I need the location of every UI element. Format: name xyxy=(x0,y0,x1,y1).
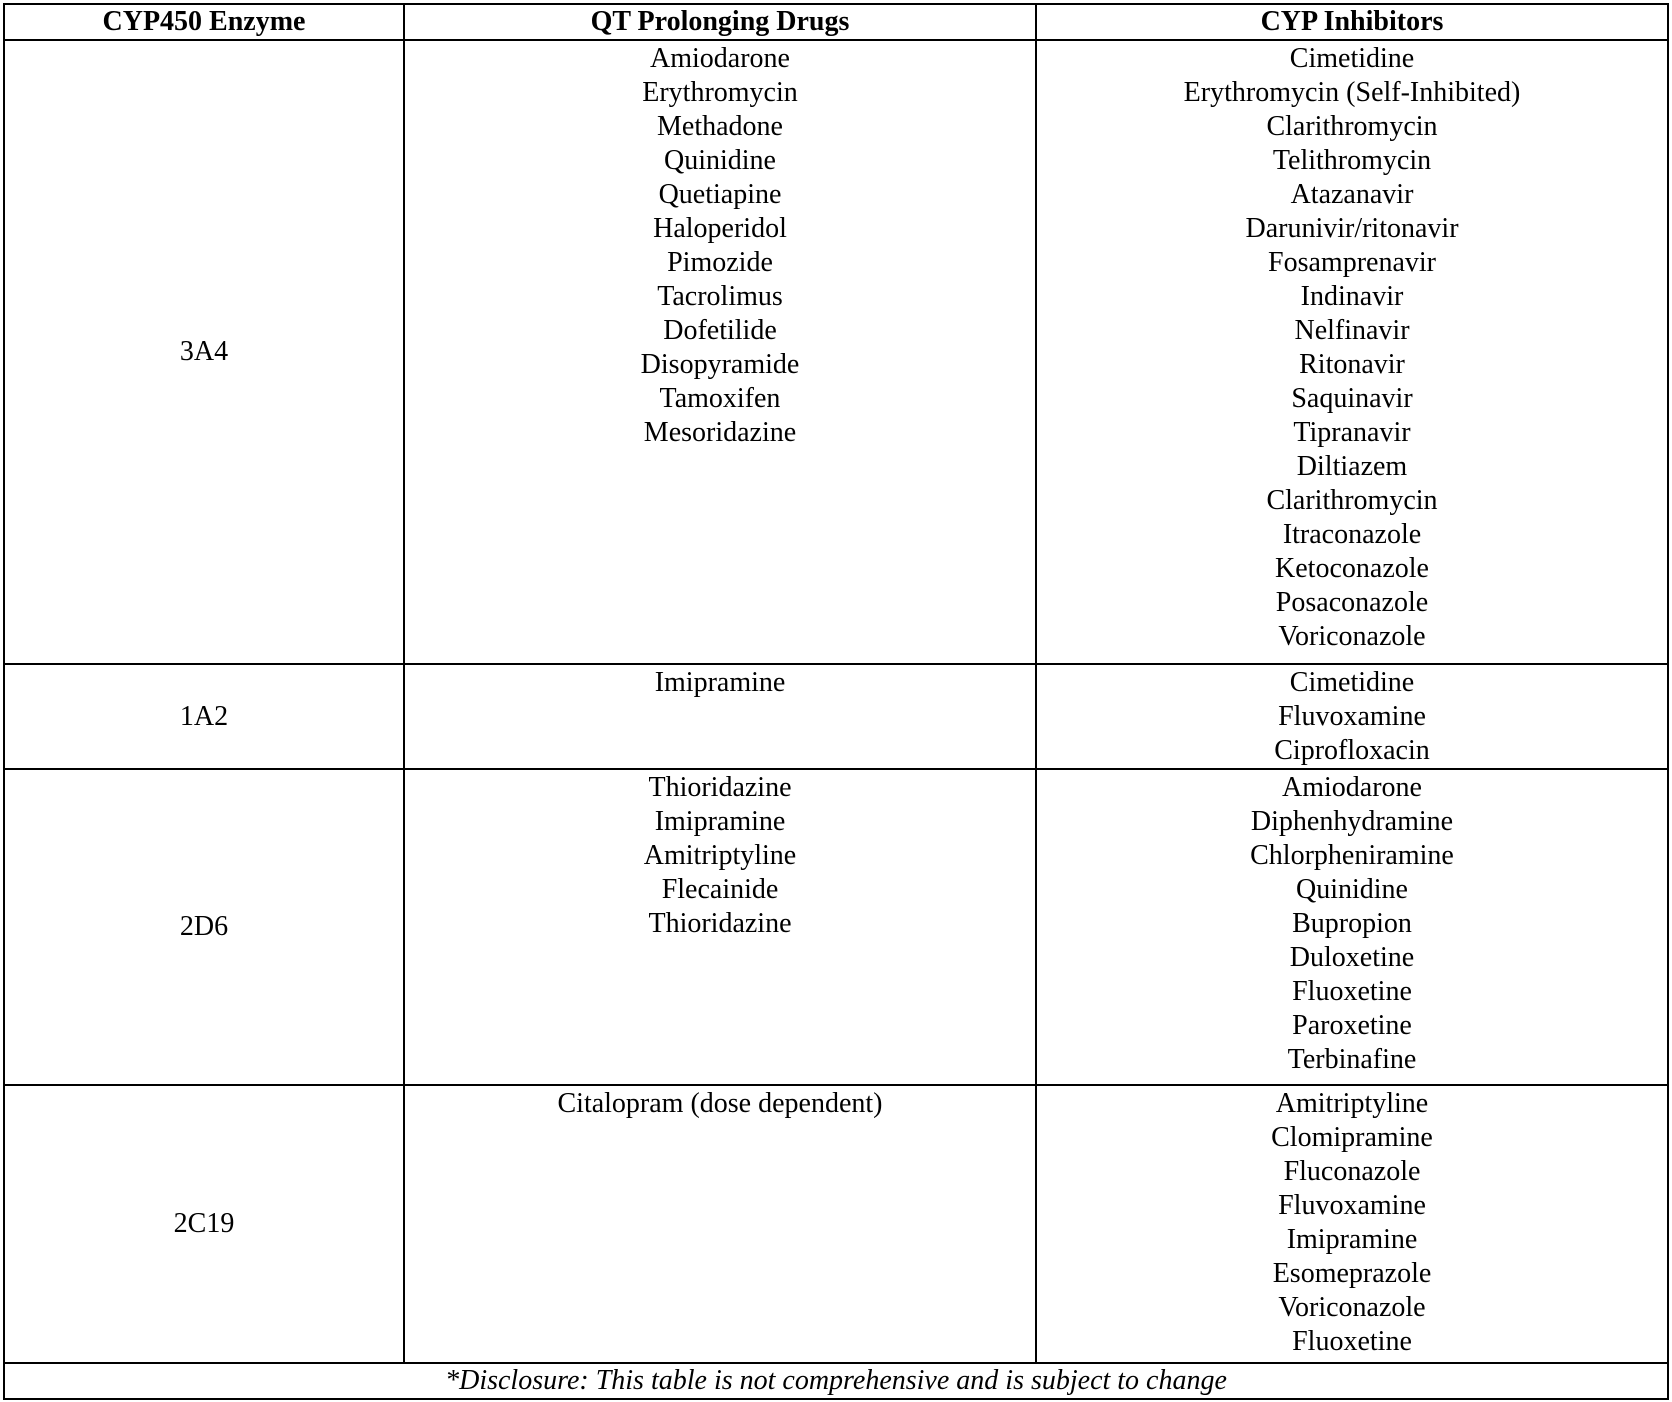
qt-drug-item: Amiodarone xyxy=(650,43,790,74)
inhibitors-cell xyxy=(1036,664,1668,769)
inhibitor-item: Clomipramine xyxy=(1271,1122,1433,1153)
inhibitor-item: Erythromycin (Self-Inhibited) xyxy=(1183,77,1521,108)
qt-drug-item: Haloperidol xyxy=(653,213,787,244)
inhibitor-item: Esomeprazole xyxy=(1272,1258,1432,1289)
qt-drug-item: Quinidine xyxy=(664,145,776,176)
inhibitor-item: Voriconazole xyxy=(1278,621,1426,652)
qt-drug-item: Quetiapine xyxy=(658,179,782,210)
qt-drug-item: Methadone xyxy=(657,111,783,142)
qt-drug-item: Tamoxifen xyxy=(659,383,781,414)
table-body xyxy=(4,40,1668,1399)
table-row xyxy=(4,40,1668,664)
enzyme-cell: 2C19 xyxy=(4,1085,404,1363)
inhibitor-item: Saquinavir xyxy=(1291,383,1413,414)
qt-drug-item: Mesoridazine xyxy=(643,417,797,448)
qt-drugs-cell xyxy=(404,664,1036,769)
header-inhibitors: CYP Inhibitors xyxy=(1036,4,1668,40)
enzyme-cell: 2D6 xyxy=(4,769,404,1085)
inhibitors-cell xyxy=(1036,769,1668,1085)
qt-drug-item: Imipramine xyxy=(654,806,786,837)
inhibitor-item: Amitriptyline xyxy=(1275,1088,1429,1119)
table-row xyxy=(4,1085,1668,1363)
inhibitor-item: Ciprofloxacin xyxy=(1274,735,1430,766)
enzyme-cell: 1A2 xyxy=(4,664,404,769)
header-qt-drugs: QT Prolonging Drugs xyxy=(404,4,1036,40)
inhibitor-item: Bupropion xyxy=(1292,908,1412,939)
qt-drug-item: Pimozide xyxy=(667,247,773,278)
qt-drug-item: Dofetilide xyxy=(663,315,777,346)
inhibitor-item: Fluvoxamine xyxy=(1278,701,1426,732)
inhibitor-item: Itraconazole xyxy=(1282,519,1422,550)
inhibitor-item: Ritonavir xyxy=(1299,349,1405,380)
header-enzyme: CYP450 Enzyme xyxy=(4,4,404,40)
qt-drug-item: Tacrolimus xyxy=(657,281,783,312)
inhibitor-item: Darunivir/ritonavir xyxy=(1245,213,1459,244)
inhibitor-item: Imipramine xyxy=(1286,1224,1418,1255)
inhibitor-item: Cimetidine xyxy=(1289,667,1415,698)
qt-drug-item: Thioridazine xyxy=(648,908,792,939)
inhibitor-item: Atazanavir xyxy=(1290,179,1414,210)
qt-drugs-cell xyxy=(404,1085,1036,1363)
inhibitor-item: Chlorpheniramine xyxy=(1250,840,1454,871)
inhibitor-item: Clarithromycin xyxy=(1266,111,1438,142)
table-row xyxy=(4,769,1668,1085)
inhibitor-item: Quinidine xyxy=(1296,874,1408,905)
table-header-row xyxy=(4,4,1668,40)
qt-drug-item: Amitriptyline xyxy=(643,840,797,871)
inhibitor-item: Ketoconazole xyxy=(1275,553,1429,584)
qt-drugs-cell xyxy=(404,769,1036,1085)
table-row xyxy=(4,664,1668,769)
qt-drug-item: Imipramine xyxy=(654,667,786,698)
inhibitor-item: Fluvoxamine xyxy=(1278,1190,1426,1221)
qt-drug-item: Citalopram (dose dependent) xyxy=(557,1088,883,1119)
qt-drug-item: Disopyramide xyxy=(640,349,800,380)
inhibitor-item: Duloxetine xyxy=(1289,942,1415,973)
inhibitor-item: Terbinafine xyxy=(1287,1044,1417,1075)
qt-drug-item: Thioridazine xyxy=(648,772,792,803)
inhibitors-cell xyxy=(1036,40,1668,664)
inhibitor-item: Fluoxetine xyxy=(1292,1326,1412,1357)
inhibitor-item: Voriconazole xyxy=(1278,1292,1426,1323)
inhibitors-cell xyxy=(1036,1085,1668,1363)
inhibitor-item: Paroxetine xyxy=(1292,1010,1412,1041)
inhibitor-item: Posaconazole xyxy=(1275,587,1429,618)
disclosure-footnote: *Disclosure: This table is not comprehensive and is subject to change xyxy=(4,1363,1668,1399)
inhibitor-item: Telithromycin xyxy=(1272,145,1432,176)
inhibitor-item: Cimetidine xyxy=(1289,43,1415,74)
inhibitor-item: Indinavir xyxy=(1300,281,1404,312)
inhibitor-item: Fosamprenavir xyxy=(1268,247,1436,278)
qt-drug-item: Flecainide xyxy=(661,874,779,905)
qt-drugs-cell xyxy=(404,40,1036,664)
qt-drug-item: Erythromycin xyxy=(642,77,798,108)
enzyme-cell: 3A4 xyxy=(4,40,404,664)
inhibitor-item: Diphenhydramine xyxy=(1250,806,1454,837)
inhibitor-item: Tipranavir xyxy=(1293,417,1411,448)
inhibitor-item: Diltiazem xyxy=(1296,451,1408,482)
inhibitor-item: Nelfinavir xyxy=(1294,315,1410,346)
cyp450-drug-table xyxy=(3,3,1669,1400)
footnote-row xyxy=(4,1363,1668,1399)
inhibitor-item: Amiodarone xyxy=(1282,772,1422,803)
inhibitor-item: Fluoxetine xyxy=(1292,976,1412,1007)
inhibitor-item: Clarithromycin xyxy=(1266,485,1438,516)
inhibitor-item: Fluconazole xyxy=(1283,1156,1421,1187)
